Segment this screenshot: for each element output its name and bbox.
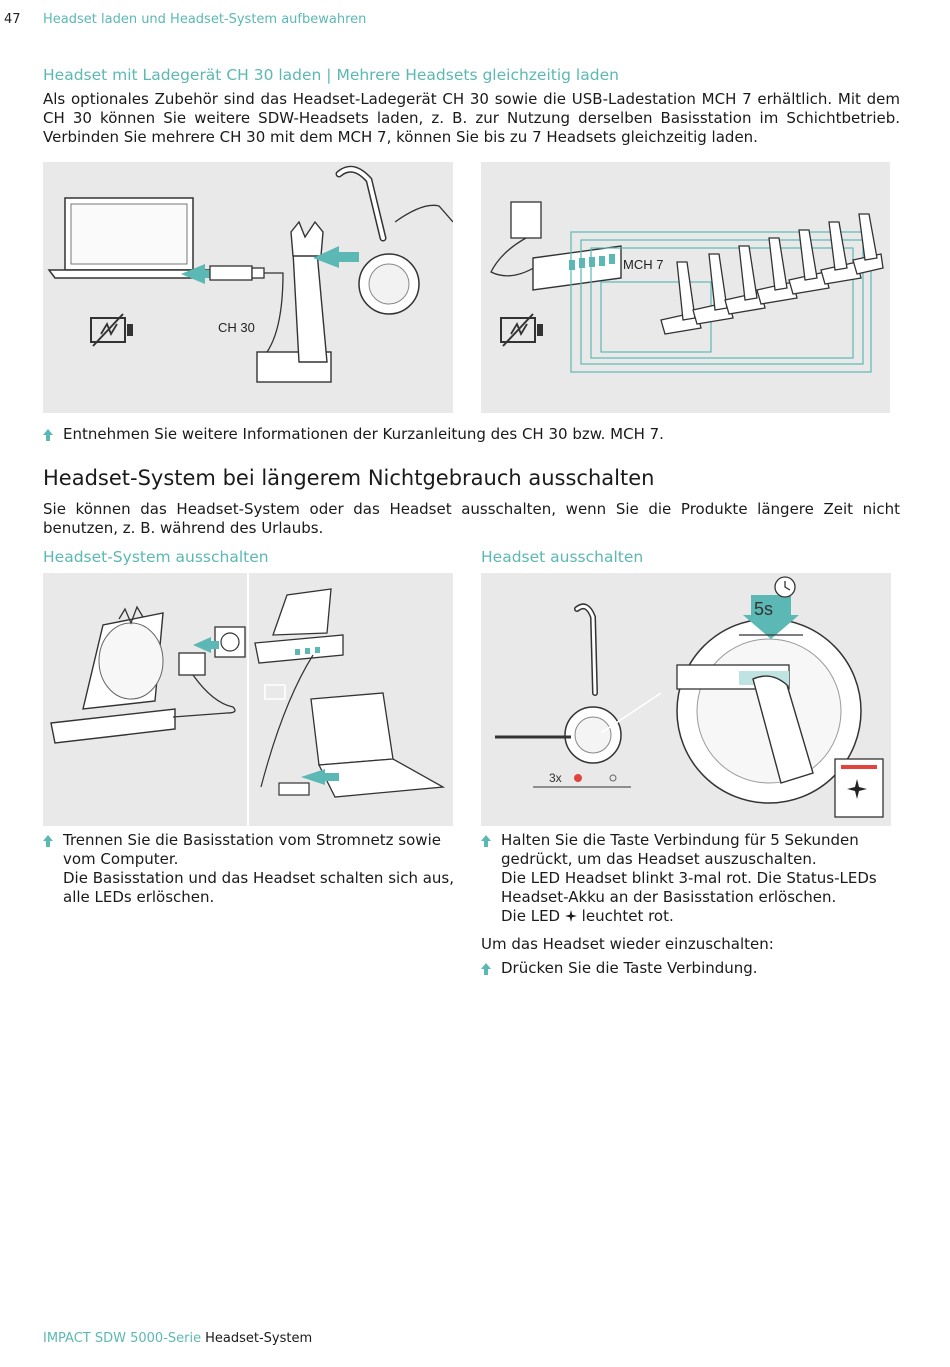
figure-mch7 (481, 162, 890, 413)
headset-off-result-line1: Die LED Headset blinkt 3-mal rot. Die Status-LEDs (501, 869, 877, 887)
headset-off-result-line2: Headset-Akku an der Basisstation erlöschen. (501, 888, 837, 906)
charge-note (43, 425, 903, 444)
system-off-step (43, 831, 458, 907)
result-arrow-icon (481, 831, 495, 847)
figure-system-off (43, 573, 453, 826)
charge-note-text: Entnehmen Sie weitere Informationen der Kurzanleitung des CH 30 bzw. MCH 7. (63, 425, 664, 443)
system-off-step-text: Trennen Sie die Basisstation vom Stromnetz sowie vom Computer. (63, 831, 441, 868)
reenable-intro: Um das Headset wieder einzuschalten: (481, 935, 774, 953)
page-number: 47 (4, 12, 21, 27)
ch30-label: CH 30 (218, 320, 255, 335)
off-heading: Headset-System bei längerem Nichtgebrauch ausschalten (43, 466, 655, 490)
headset-off-illustration (481, 573, 891, 826)
footer-section: Headset-System (205, 1331, 313, 1346)
off-paragraph: Sie können das Headset-System oder das Headset ausschalten, wenn Sie die Produkte längere Zeit nicht benutzen, z. B. während des Urlaubs. (43, 500, 900, 537)
system-off-subheading: Headset-System ausschalten (43, 548, 269, 566)
reenable-step (481, 959, 901, 978)
result-arrow-icon (43, 425, 57, 441)
running-title: Headset laden und Headset-System aufbewahren (43, 12, 367, 27)
footer (43, 1331, 312, 1346)
headset-off-step (481, 831, 901, 926)
headset-off-step-line2: gedrückt, um das Headset auszuschalten. (501, 850, 817, 868)
footer-product: IMPACT SDW 5000-Serie (43, 1331, 202, 1346)
mch7-illustration (481, 162, 890, 413)
charge-heading: Headset mit Ladegerät CH 30 laden | Mehrere Headsets gleichzeitig laden (43, 66, 619, 84)
charge-paragraph: Als optionales Zubehör sind das Headset-Ladegerät CH 30 sowie die USB-Ladestation MCH 7 erhältlich. Mit dem CH 30 können Sie weitere SDW-Headsets laden, z. B. zur Nutzung derselben Basisstation im Schichtbetrieb. Verbinden Sie mehrere CH 30 mit dem MCH 7, können Sie bis zu 7 Headsets gleichzeitig laden. (43, 90, 900, 146)
figure-headset-off (481, 573, 891, 826)
reenable-step-text: Drücken Sie die Taste Verbindung. (501, 959, 758, 977)
result-arrow-icon (43, 831, 57, 847)
figure-ch30 (43, 162, 453, 413)
system-off-illustration (43, 573, 453, 826)
headset-off-result-line3: Die LED leuchtet rot. (501, 907, 674, 925)
headset-off-step-line1: Halten Sie die Taste Verbindung für 5 Sekunden (501, 831, 859, 849)
headset-off-subheading: Headset ausschalten (481, 548, 644, 566)
timer-label: 5s (754, 599, 774, 619)
blink-count-label: 3x (549, 771, 562, 785)
system-off-result-text: Die Basisstation und das Headset schalten sich aus, alle LEDs erlöschen. (63, 869, 454, 906)
connection-led-icon (565, 910, 577, 922)
mch7-label: MCH 7 (623, 257, 664, 272)
result-arrow-icon (481, 959, 495, 975)
ch30-illustration (43, 162, 453, 413)
red-led-icon (574, 774, 582, 782)
